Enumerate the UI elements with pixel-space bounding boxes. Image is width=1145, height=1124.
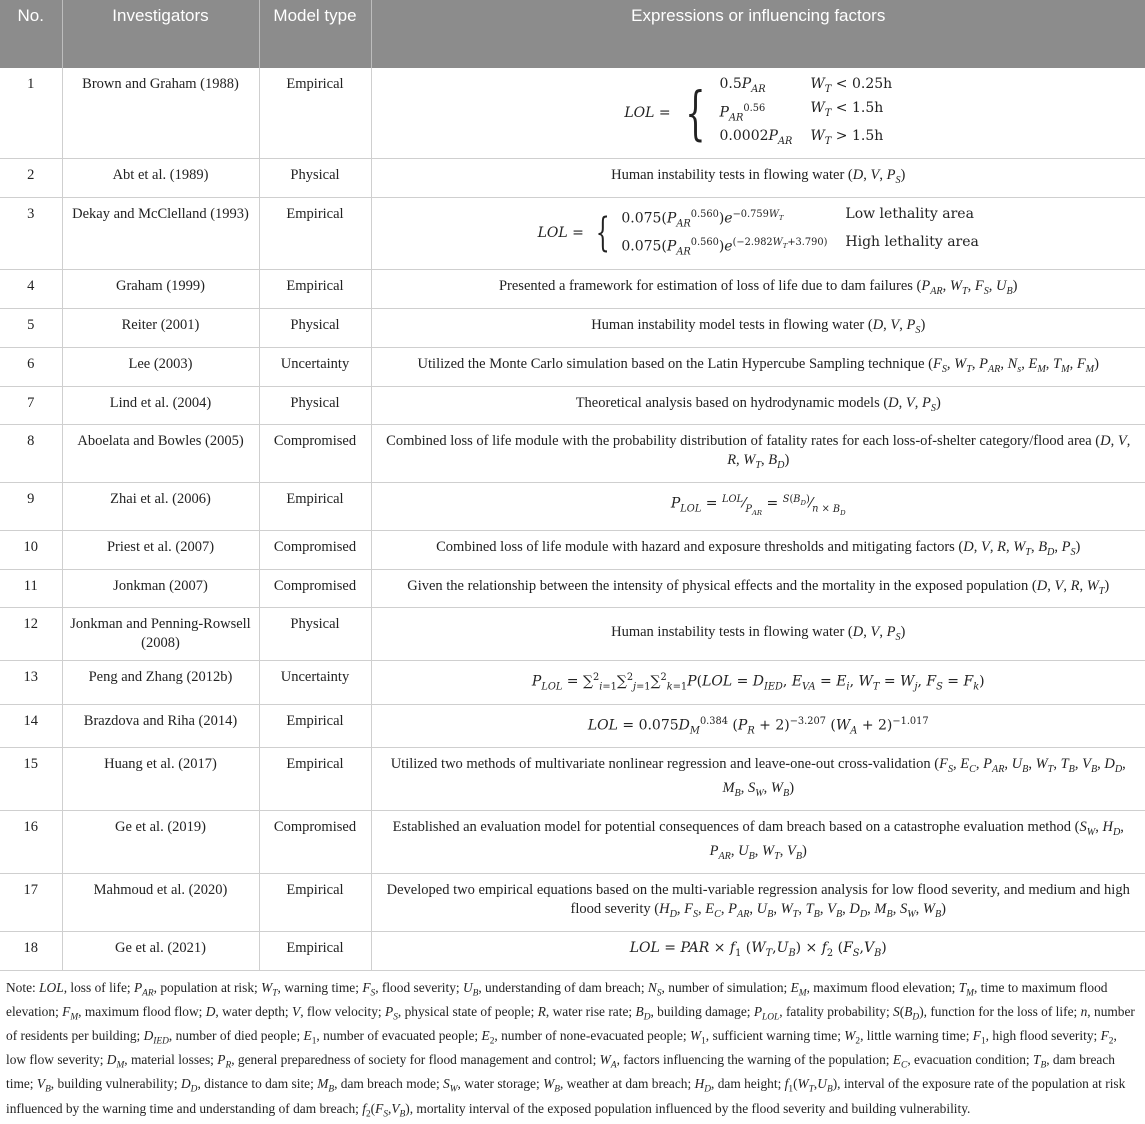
row-investigators: Graham (1999) [62, 269, 259, 308]
table-footnote: Note: LOL, loss of life; $P_{AR}$, population at risk; $W_T$, warning time; $F_S$, flood severity; $U_B$, understanding of dam breach; $N_S$, number of simulation; $E_M$, maximum flood elevation; $T_M$, time to maximum flood elevation; $F_M$, maximum flood flow; D, water depth; V, flow velocity; $P_S$, physical state of people; R, water rise rate; $B_D$, building damage; $P_{LOL}$, fatality probability; $S(B_D)$, function for the loss of life; n, number of residents per building; $D_{IED}$, number of died people; $E_1$, number of evacuated people; $E_2$, number of none-evacuated people; $W_1$, sufficient warning time; $W_2$, little warning time; $F_1$, high flood severity; $F_2$, low flow severity; $D_M$, material losses; $P_R$, general preparedness of society for flood management and control; $W_A$, factors influencing the warning of the population; $E_C$, evacuation condition; $T_B$, dam breach time; $V_B$, building vulnerability; $D_D$, distance to dam site; $M_B$, dam breach mode; $S_W$, water storage; $W_B$, weather at dam breach; $H_D$, dam height; $f_1(W_T,U_B)$, interval of the exposure rate of the population at risk influenced by the warning time and understanding of dam breach; $f_2(F_S,V_B)$, mortality interval of the exposed population influenced by the flood severity and building vulnerability. [6, 979, 1135, 1120]
row-investigators: Ge et al. (2019) [62, 811, 259, 874]
table-row [0, 608, 1145, 661]
row-investigators: Dekay and McClelland (1993) [62, 197, 259, 269]
row-expression: $P_{LOL} = \sum^2_{i=1}\sum^2_{j=1}\sum^2_{k=1}P(LOL = D_{IED}$, $E_{VA} = E_i$, $W_T = W_j$, $F_S = F_k$) [371, 661, 1145, 704]
row-investigators: Ge et al. (2021) [62, 931, 259, 970]
row-model-type: Compromised [259, 811, 371, 874]
row-no: 6 [0, 347, 62, 386]
row-expression: Utilized the Monte Carlo simulation based on the Latin Hypercube Sampling technique ($F_S$, $W_T$, $P_{AR}$, $N_s$, $E_M$, $T_M$, $F_M$) [371, 347, 1145, 386]
row-no: 1 [0, 68, 62, 159]
row-model-type: Uncertainty [259, 661, 371, 704]
row-expression: LOL = PAR × $f_1$ $(W_T,U_B) \times f_2$ $(F_S,V_B)$ [371, 931, 1145, 970]
row-expression: Combined loss of life module with the probability distribution of fatality rates for each loss-of-shelter category/flood area (D, V, R, $W_T$, $B_D$) [371, 425, 1145, 483]
row-model-type: Compromised [259, 425, 371, 483]
row-no: 9 [0, 483, 62, 530]
table-row [0, 308, 1145, 347]
row-investigators: Lind et al. (2004) [62, 386, 259, 425]
table-row [0, 748, 1145, 811]
row-model-type: Compromised [259, 530, 371, 569]
table-row [0, 530, 1145, 569]
row-expression: $P_{LOL}$ = $^{LOL}⁄_{P_{AR}}$ = $^{S(B_D)}⁄_{n \times B_D}$ [371, 483, 1145, 530]
row-no: 3 [0, 197, 62, 269]
table-row [0, 704, 1145, 747]
row-model-type: Empirical [259, 704, 371, 747]
row-model-type: Empirical [259, 748, 371, 811]
row-no: 17 [0, 873, 62, 931]
row-expression: Established an evaluation model for potential consequences of dam breach based on a catastrophe evaluation method ($S_W$, $H_D$, $P_{AR}$, $U_B$, $W_T$, $V_B$) [371, 811, 1145, 874]
table-row [0, 347, 1145, 386]
row-model-type: Physical [259, 308, 371, 347]
row-model-type: Physical [259, 608, 371, 661]
row-expression: Presented a framework for estimation of loss of life due to dam failures ($P_{AR}$, $W_T$, $F_S$, $U_B$) [371, 269, 1145, 308]
table-row [0, 386, 1145, 425]
row-model-type: Uncertainty [259, 347, 371, 386]
table-row [0, 197, 1145, 269]
row-no: 8 [0, 425, 62, 483]
row-expression [371, 68, 1145, 159]
row-model-type: Empirical [259, 269, 371, 308]
row-model-type: Empirical [259, 68, 371, 159]
row-expression: Utilized two methods of multivariate nonlinear regression and leave-one-out cross-validation ($F_S$, $E_C$, $P_{AR}$, $U_B$, $W_T$, $T_B$, $V_B$, $D_D$, $M_B$, $S_W$, $W_B$) [371, 748, 1145, 811]
row-investigators: Jonkman and Penning-Rowsell (2008) [62, 608, 259, 661]
row-no: 4 [0, 269, 62, 308]
header-model-type: Model type [259, 0, 371, 68]
header-investigators: Investigators [62, 0, 259, 68]
row-investigators: Reiter (2001) [62, 308, 259, 347]
row-expression: Human instability model tests in flowing water (D, V, $P_S$) [371, 308, 1145, 347]
row-no: 15 [0, 748, 62, 811]
row-investigators: Zhai et al. (2006) [62, 483, 259, 530]
table-row [0, 811, 1145, 874]
table-row [0, 569, 1145, 608]
header-expressions: Expressions or influencing factors [371, 0, 1145, 68]
row-expression: Developed two empirical equations based on the multi-variable regression analysis for low flood severity, and medium and high flood severity ($H_D$, $F_S$, $E_C$, $P_{AR}$, $U_B$, $W_T$, $T_B$, $V_B$, $D_D$, $M_B$, $S_W$, $W_B$) [371, 873, 1145, 931]
row-no: 2 [0, 159, 62, 198]
row-investigators: Peng and Zhang (2012b) [62, 661, 259, 704]
row-no: 14 [0, 704, 62, 747]
row-no: 16 [0, 811, 62, 874]
row-expression: Human instability tests in flowing water (D, V, $P_S$) [371, 608, 1145, 661]
row-model-type: Compromised [259, 569, 371, 608]
row-investigators: Aboelata and Bowles (2005) [62, 425, 259, 483]
equation-cases: LOL = { $0.075(P_{AR}^{0.560})e^{-0.759W_T}$ Low lethality area $0.075(P_{AR}^{0.560})e^{(-2.982W_T+3.790)}$ High lethality area [537, 205, 979, 258]
row-no: 13 [0, 661, 62, 704]
row-expression: Given the relationship between the intensity of physical effects and the mortality in the exposed population (D, V, R, $W_T$) [371, 569, 1145, 608]
row-expression: Human instability tests in flowing water (D, V, $P_S$) [371, 159, 1145, 198]
table-row [0, 483, 1145, 530]
table-row [0, 661, 1145, 704]
row-investigators: Brown and Graham (1988) [62, 68, 259, 159]
table-row [0, 159, 1145, 198]
row-no: 12 [0, 608, 62, 661]
row-investigators: Huang et al. (2017) [62, 748, 259, 811]
row-model-type: Empirical [259, 873, 371, 931]
row-investigators: Priest et al. (2007) [62, 530, 259, 569]
table-row [0, 68, 1145, 159]
row-model-type: Physical [259, 386, 371, 425]
header-no: No. [0, 0, 62, 68]
row-expression [371, 197, 1145, 269]
row-model-type: Physical [259, 159, 371, 198]
row-no: 7 [0, 386, 62, 425]
row-expression: Combined loss of life module with hazard and exposure thresholds and mitigating factors (D, V, R, $W_T$, $B_D$, $P_S$) [371, 530, 1145, 569]
row-investigators: Brazdova and Riha (2014) [62, 704, 259, 747]
row-model-type: Empirical [259, 483, 371, 530]
row-investigators: Lee (2003) [62, 347, 259, 386]
row-no: 18 [0, 931, 62, 970]
row-no: 11 [0, 569, 62, 608]
row-expression: Theoretical analysis based on hydrodynamic models (D, V, $P_S$) [371, 386, 1145, 425]
table-header-row [0, 0, 1145, 68]
row-investigators: Abt et al. (1989) [62, 159, 259, 198]
table-row [0, 269, 1145, 308]
table-row [0, 931, 1145, 970]
row-no: 5 [0, 308, 62, 347]
row-investigators: Jonkman (2007) [62, 569, 259, 608]
equation-cases: LOL = { $0.5P_{AR}$ $W_T < 0.25h$ $P_{AR}^{0.56}$ $W_T < 1.5h$ $0.0002P_{AR}$ $W_T > 1.5h$ [624, 76, 893, 148]
row-expression: LOL = $0.075D_M^{0.384}$ $(P_R + 2)^{-3.207}$ $(W_A + 2)^{-1.017}$ [371, 704, 1145, 747]
row-no: 10 [0, 530, 62, 569]
row-model-type: Empirical [259, 197, 371, 269]
row-investigators: Mahmoud et al. (2020) [62, 873, 259, 931]
table-row [0, 425, 1145, 483]
table-row [0, 873, 1145, 931]
row-model-type: Empirical [259, 931, 371, 970]
